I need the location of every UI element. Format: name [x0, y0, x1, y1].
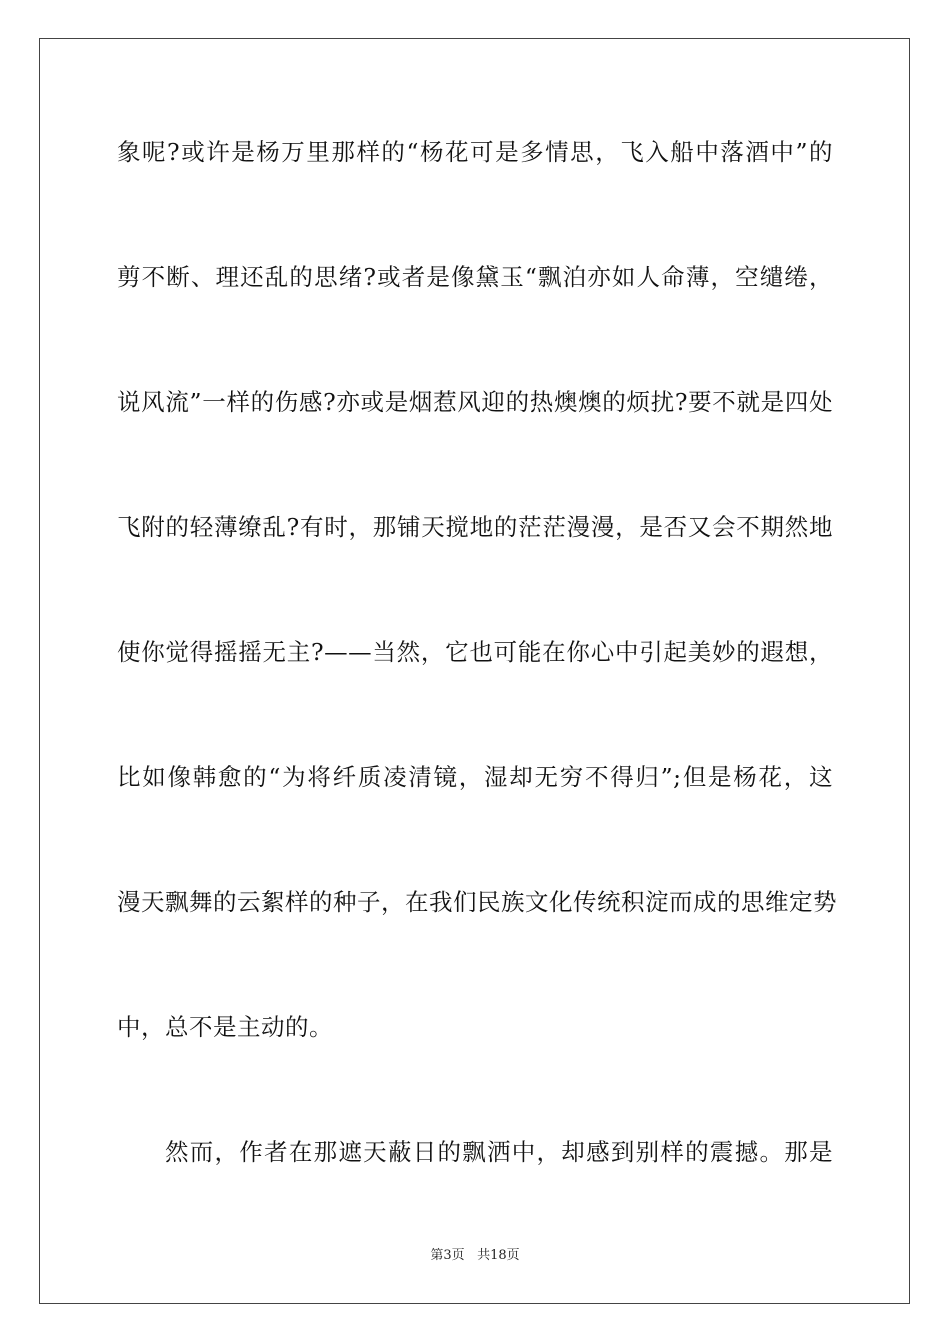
text-line: 说风流”一样的伤感?亦或是烟惹风迎的热燠燠的烦扰?要不就是四处 — [117, 388, 833, 416]
text-line: 漫天飘舞的云絮样的种子，在我们民族文化传统积淀而成的思维定势 — [117, 888, 837, 916]
page-footer — [0, 1247, 950, 1265]
page-number: 第3页 — [430, 1248, 465, 1263]
text-line: 飞附的轻薄缭乱?有时，那铺天搅地的茫茫漫漫，是否又会不期然地 — [117, 513, 833, 541]
paragraph-start-line: 然而，作者在那遮天蔽日的飘洒中，却感到别样的震撼。那是 — [165, 1138, 833, 1166]
page-border — [39, 38, 910, 1304]
total-pages: 共18页 — [477, 1248, 520, 1263]
text-line: 剪不断、理还乱的思绪?或者是像黛玉“飘泊亦如人命薄，空缱绻， — [117, 263, 833, 291]
text-line: 象呢?或许是杨万里那样的“杨花可是多情思，飞入船中落酒中”的 — [117, 138, 833, 166]
text-line: 使你觉得摇摇无主?——当然，它也可能在你心中引起美妙的遐想， — [117, 638, 833, 666]
text-line: 比如像韩愈的“为将纤质凌清镜，湿却无穷不得归”;但是杨花，这 — [117, 763, 833, 791]
text-line: 中，总不是主动的。 — [117, 1013, 333, 1041]
